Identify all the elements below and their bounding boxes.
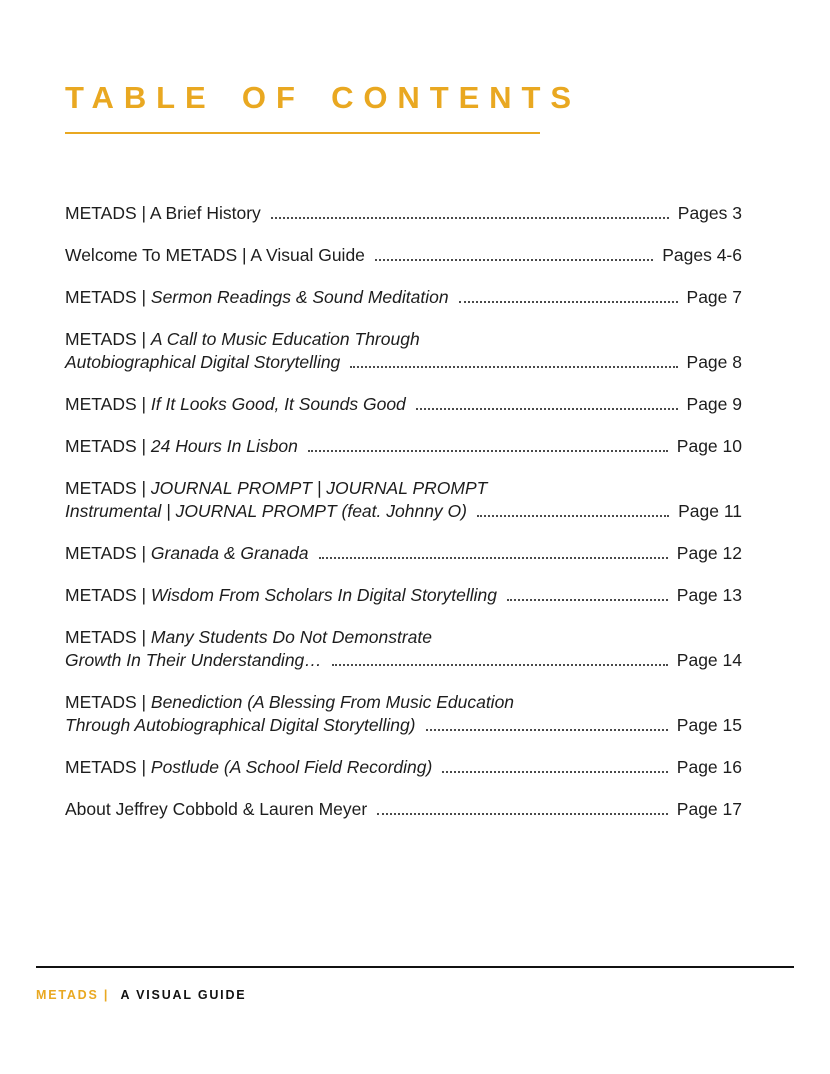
- footer-brand: METADS |: [36, 988, 110, 1002]
- toc-entry-label: METADS |: [65, 543, 151, 563]
- dot-leader: [507, 599, 668, 601]
- toc-entry: [65, 202, 742, 225]
- toc-entry-title: JOURNAL PROMPT | JOURNAL PROMPT: [150, 478, 488, 498]
- toc-entry-label: METADS |: [65, 692, 151, 712]
- page-number: Pages 4-6: [662, 245, 742, 265]
- dot-leader: [459, 301, 678, 303]
- toc-entry-label: METADS |: [65, 394, 151, 414]
- toc-list: [65, 202, 742, 821]
- toc-entry: [65, 393, 742, 416]
- page-number: Page 14: [676, 650, 742, 670]
- toc-entry-row: [65, 351, 742, 374]
- page-number: Page 11: [678, 501, 742, 521]
- toc-entry-label: About Jeffrey Cobbold & Lauren Meyer: [65, 799, 368, 819]
- toc-entry-row: [65, 202, 742, 225]
- footer-divider: [36, 966, 794, 968]
- toc-entry: [65, 542, 742, 565]
- page-number: Page 8: [686, 352, 742, 372]
- toc-entry-label: METADS | A Brief History: [65, 203, 261, 223]
- toc-entry: [65, 286, 742, 309]
- toc-entry-label: METADS |: [65, 329, 151, 349]
- toc-entry: [65, 328, 742, 374]
- toc-entry: [65, 691, 742, 737]
- dot-leader: [308, 450, 668, 452]
- toc-entry-title: Many Students Do Not Demonstrate: [150, 627, 433, 647]
- title-underline: [65, 132, 540, 134]
- toc-entry-label: METADS |: [65, 757, 151, 777]
- page-number: Page 7: [686, 287, 742, 307]
- dot-leader: [442, 771, 667, 773]
- dot-leader: [332, 664, 668, 666]
- toc-entry-row: [65, 714, 742, 737]
- dot-leader: [416, 408, 678, 410]
- dot-leader: [377, 813, 668, 815]
- toc-entry-title: A Call to Music Education Through: [150, 329, 420, 349]
- dot-leader: [426, 729, 668, 731]
- toc-entry-row: [65, 244, 742, 267]
- toc-entry-title: Wisdom From Scholars In Digital Storytelling: [150, 585, 497, 605]
- toc-entry-label: METADS |: [65, 627, 151, 647]
- dot-leader: [271, 217, 669, 219]
- page-number: Page 9: [686, 394, 742, 414]
- page-number: Page 10: [676, 436, 742, 456]
- toc-entry-title-cont: Instrumental | JOURNAL PROMPT (feat. Johnny O): [65, 501, 467, 521]
- toc-content: [65, 80, 742, 840]
- toc-entry-row: [65, 584, 742, 607]
- toc-entry-row: [65, 756, 742, 779]
- toc-entry-line1: [65, 328, 742, 351]
- page-number: Page 16: [676, 757, 742, 777]
- toc-entry-label: METADS |: [65, 287, 151, 307]
- page-number: Page 13: [676, 585, 742, 605]
- dot-leader: [477, 515, 669, 517]
- footer-label: A VISUAL GUIDE: [120, 988, 247, 1002]
- toc-entry-row: [65, 649, 742, 672]
- dot-leader: [375, 259, 653, 261]
- dot-leader: [319, 557, 668, 559]
- toc-entry: [65, 435, 742, 458]
- toc-entry: [65, 584, 742, 607]
- toc-entry: [65, 244, 742, 267]
- toc-entry-title: Postlude (A School Field Recording): [150, 757, 433, 777]
- toc-entry-row: [65, 286, 742, 309]
- toc-entry: [65, 756, 742, 779]
- page-number: Page 17: [676, 799, 742, 819]
- toc-entry-title-cont: Through Autobiographical Digital Storytelling): [65, 715, 416, 735]
- dot-leader: [350, 366, 677, 368]
- toc-entry-title: Sermon Readings & Sound Meditation: [150, 287, 449, 307]
- toc-entry-row: [65, 542, 742, 565]
- toc-entry-label: METADS |: [65, 585, 151, 605]
- toc-entry-title: 24 Hours In Lisbon: [150, 436, 298, 456]
- toc-entry-row: [65, 435, 742, 458]
- toc-entry-line1: [65, 691, 742, 714]
- toc-entry-title: If It Looks Good, It Sounds Good: [150, 394, 406, 414]
- toc-entry-title: Granada & Granada: [150, 543, 309, 563]
- toc-entry-row: [65, 500, 742, 523]
- page-title: TABLE OF CONTENTS: [65, 80, 581, 115]
- toc-entry-line1: [65, 477, 742, 500]
- toc-entry-line1: [65, 626, 742, 649]
- toc-entry: [65, 477, 742, 523]
- toc-entry-row: [65, 393, 742, 416]
- page-number: Pages 3: [677, 203, 742, 223]
- toc-entry-row: [65, 798, 742, 821]
- toc-entry-label: METADS |: [65, 478, 151, 498]
- toc-entry: [65, 798, 742, 821]
- toc-entry-label: METADS |: [65, 436, 151, 456]
- page-number: Page 12: [676, 543, 742, 563]
- footer: [36, 988, 246, 1002]
- toc-entry-title-cont: Growth In Their Understanding…: [65, 650, 322, 670]
- toc-entry-label: Welcome To METADS | A Visual Guide: [65, 245, 365, 265]
- toc-entry-title-cont: Autobiographical Digital Storytelling: [65, 352, 341, 372]
- toc-entry-title: Benediction (A Blessing From Music Education: [150, 692, 515, 712]
- page-number: Page 15: [676, 715, 742, 735]
- toc-entry: [65, 626, 742, 672]
